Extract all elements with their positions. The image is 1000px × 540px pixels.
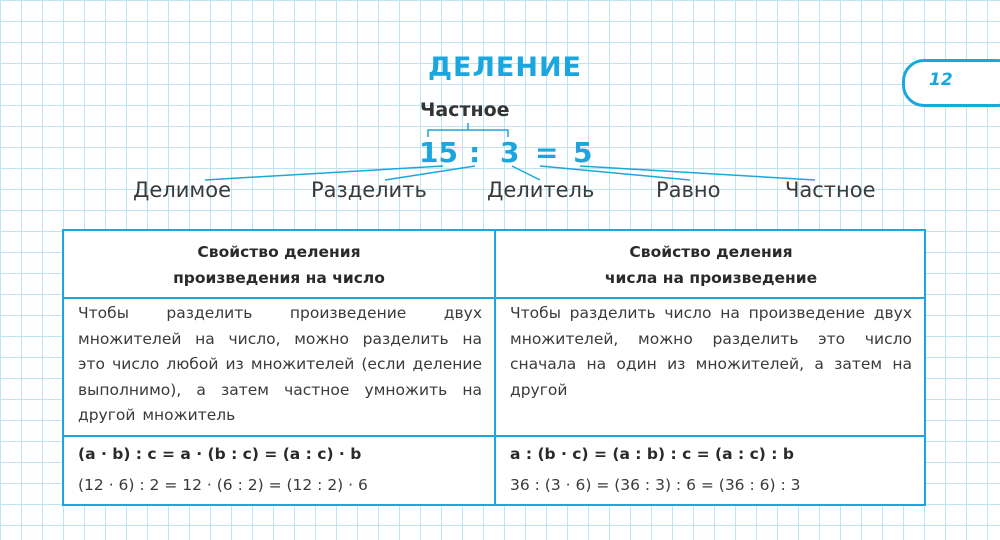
right-header <box>496 239 926 291</box>
quotient-top-label: Частное <box>420 99 510 121</box>
left-header-line2: произведения на число <box>173 269 385 287</box>
equation-equals: = <box>535 136 559 169</box>
right-rule-text: Чтобы разделить число на произведение двух множителей, можно разделить это число сначала на один из множителей, а затем на другой <box>510 304 912 399</box>
left-header <box>64 239 494 291</box>
page-title: ДЕЛЕНИЕ <box>428 52 582 83</box>
table-header-divider <box>64 297 924 299</box>
page-number: 12 <box>929 70 953 90</box>
table-formula-divider <box>64 435 924 437</box>
term-divide: Разделить <box>311 178 427 202</box>
right-example: 36 : (3 · 6) = (36 : 3) : 6 = (36 : 6) : 3 <box>510 476 801 494</box>
equation-colon: : <box>469 136 481 169</box>
term-divisor: Делитель <box>487 178 595 202</box>
left-formula: (a · b) : c = a · (b : c) = (a : c) · b <box>78 445 362 463</box>
right-header-line1: Свойство деления <box>629 243 793 261</box>
right-header-line2: числа на произведение <box>604 269 818 287</box>
right-formula: a : (b · c) = (a : b) : c = (a : c) : b <box>510 445 794 463</box>
left-rule-text: Чтобы разделить произведение двух множителей на число, можно разделить на это число любой из множителей (если деление выполнимо), а затем частное умножить на другой множитель <box>78 304 482 424</box>
term-quotient: Частное <box>785 178 876 202</box>
equation-divisor: 3 <box>500 136 520 169</box>
equation-dividend: 15 <box>419 136 458 169</box>
left-example: (12 · 6) : 2 = 12 · (6 : 2) = (12 : 2) · 6 <box>78 476 368 494</box>
term-dividend: Делимое <box>133 178 232 202</box>
term-equals: Равно <box>656 178 721 202</box>
left-header-line1: Свойство деления <box>197 243 361 261</box>
properties-table <box>62 229 926 506</box>
equation-quotient: 5 <box>573 136 593 169</box>
